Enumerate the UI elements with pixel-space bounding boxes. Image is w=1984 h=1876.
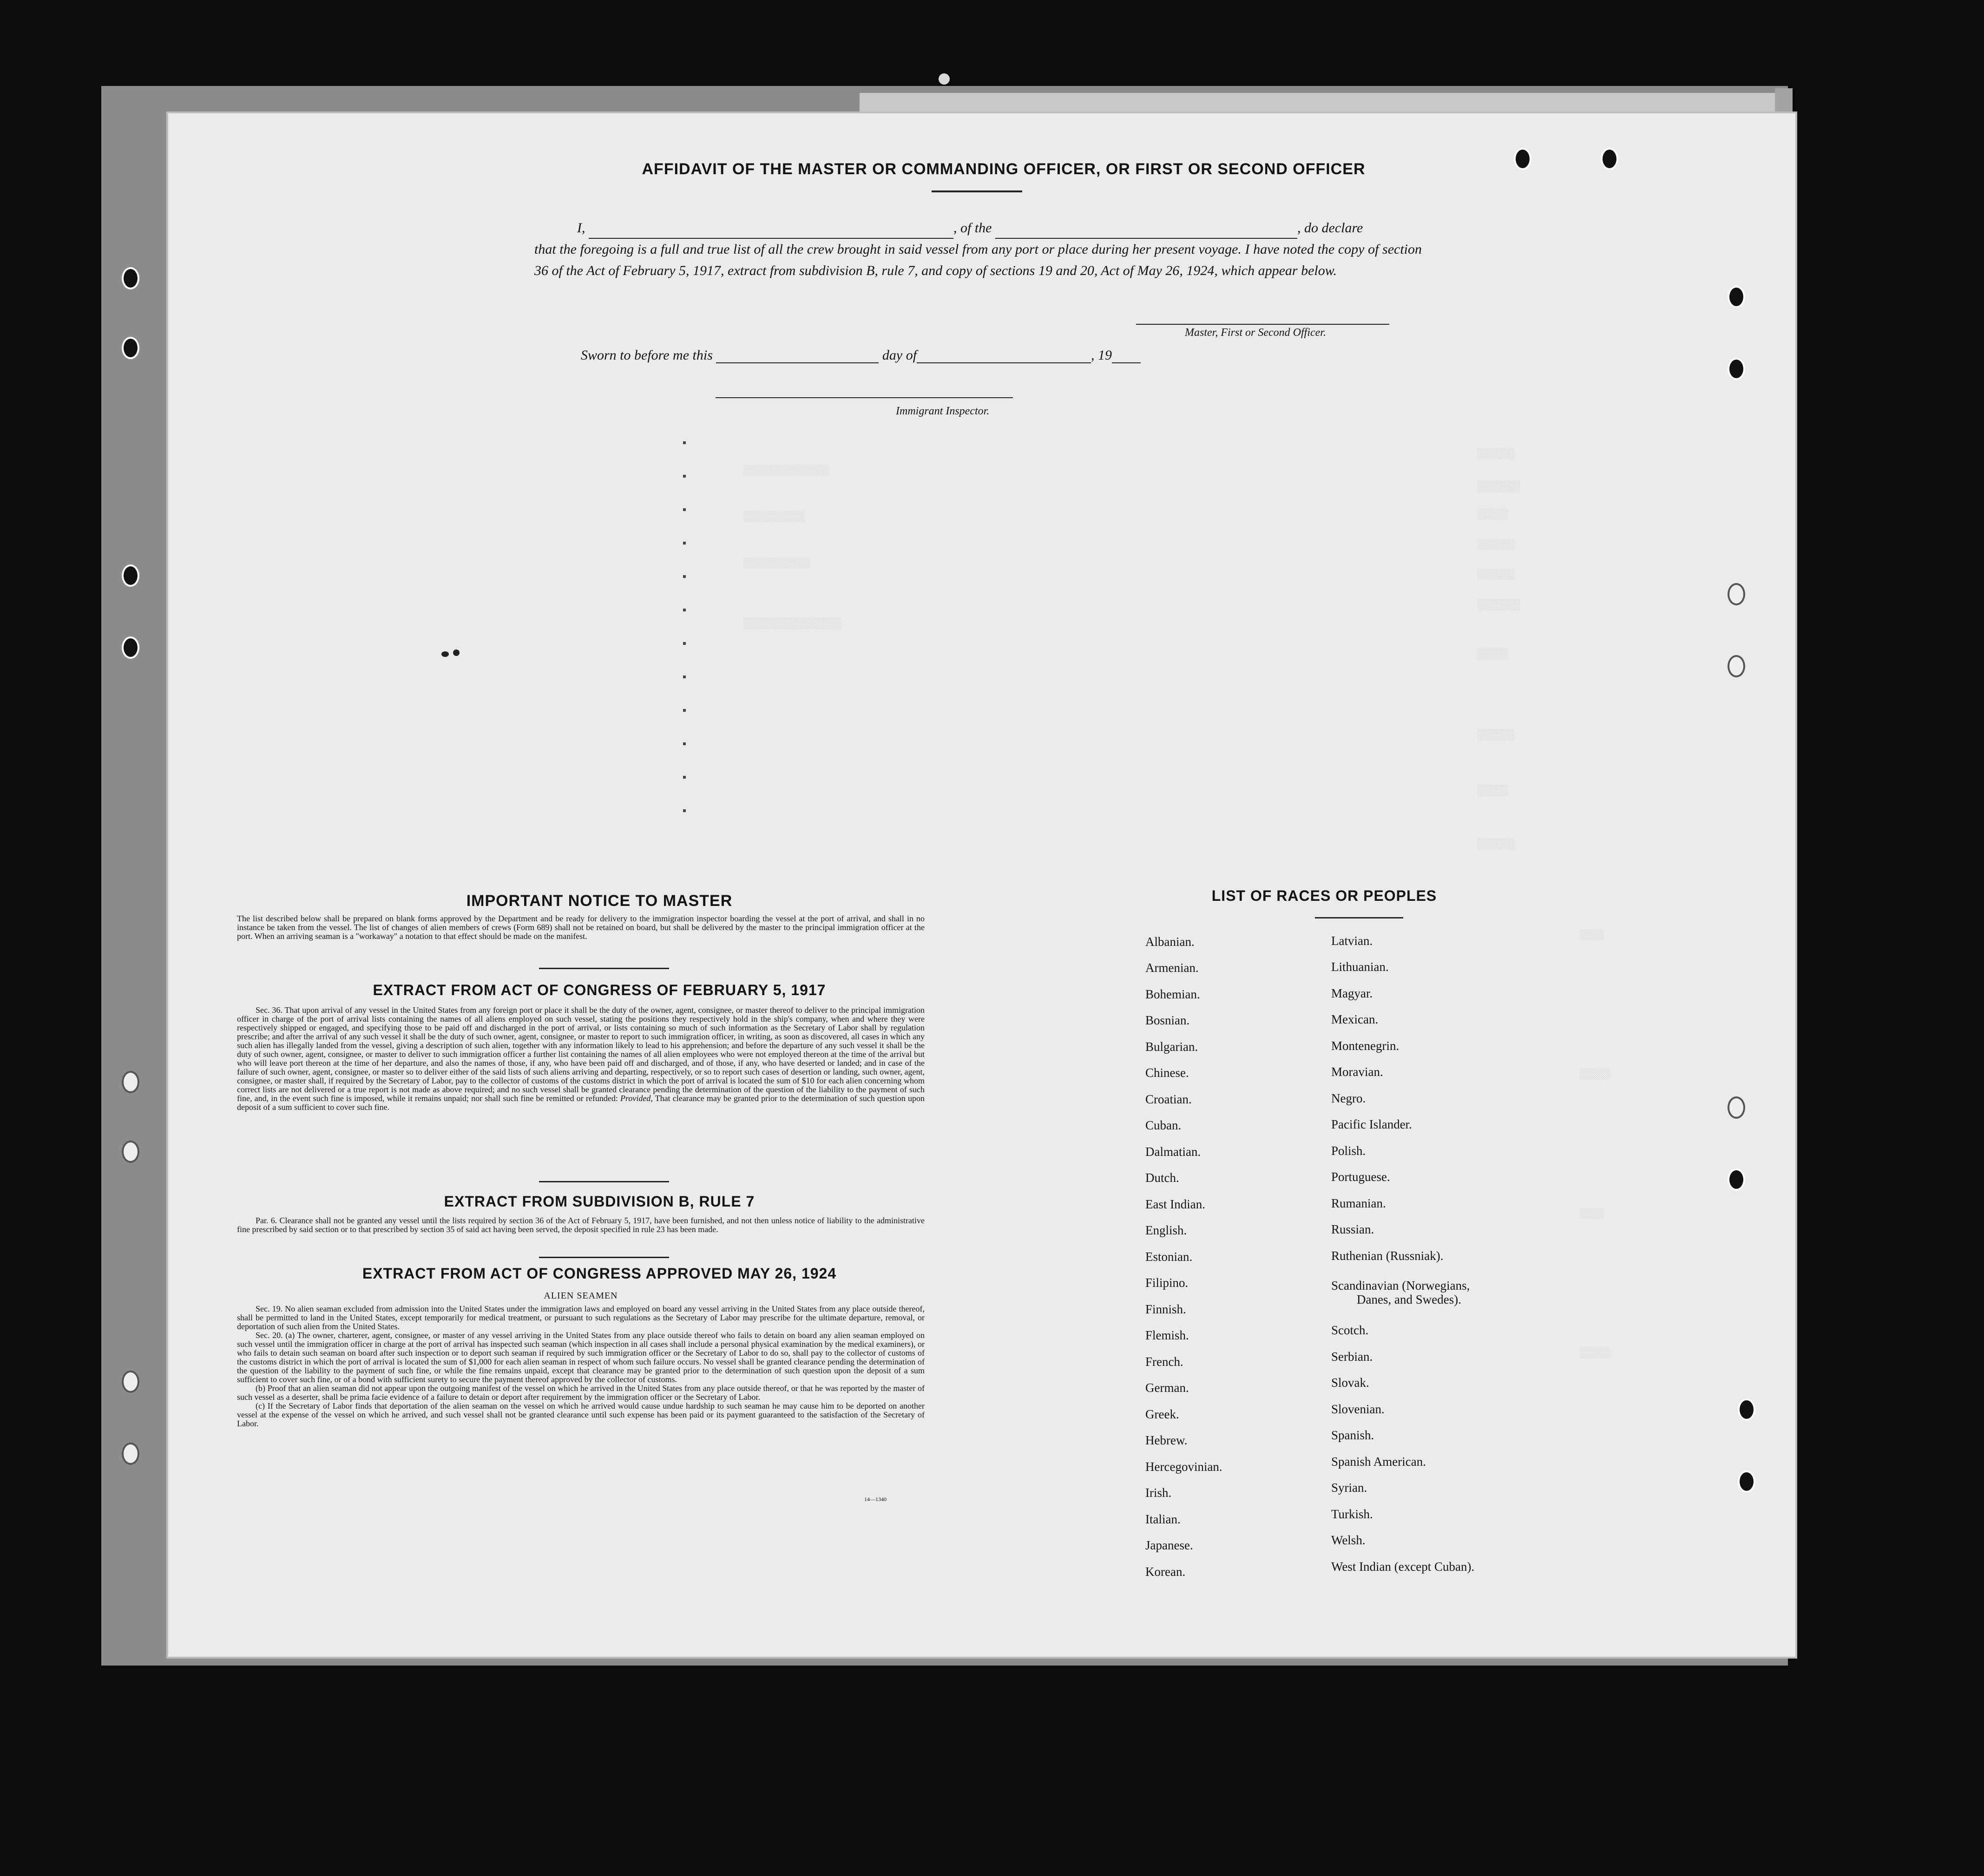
race-item: Italian. — [1145, 1512, 1181, 1526]
paper-fleck — [939, 73, 950, 85]
race-item: West Indian (except Cuban). — [1331, 1560, 1475, 1574]
race-item: Korean. — [1145, 1565, 1186, 1579]
binder-hole — [1514, 148, 1531, 170]
race-item: Dutch. — [1145, 1171, 1179, 1185]
race-item: Magyar. — [1331, 986, 1373, 1000]
inspector-signature-line[interactable] — [716, 397, 1013, 398]
binder-hole — [1738, 1470, 1755, 1493]
race-item: Polish. — [1331, 1144, 1366, 1158]
race-item: Mexican. — [1331, 1012, 1379, 1026]
race-item: Finnish. — [1145, 1302, 1186, 1316]
race-item: Spanish. — [1331, 1428, 1374, 1442]
race-item: Russian. — [1331, 1222, 1374, 1236]
race-item: Albanian. — [1145, 935, 1195, 949]
affidavit-statement: that the foregoing is a full and true list of all the crew brought in said vessel from any port or place during her present voyage. I have noted the copy of section 36 of the Act of February 5, 1917, extract from subdivision B, rule 7, and copy of sections 19 and 20, Act of May 26, 1924, which appear below. — [534, 242, 1422, 278]
name-field[interactable] — [589, 225, 953, 239]
affidavit-body — [534, 217, 1422, 282]
race-item: Hebrew. — [1145, 1433, 1188, 1447]
binder-hole — [1728, 583, 1745, 605]
affidavit-i: I, — [577, 220, 585, 236]
master-signature-caption: Master, First or Second Officer. — [1185, 327, 1326, 339]
notice-title: IMPORTANT NOTICE TO MASTER — [466, 892, 733, 910]
year-label: , 19 — [1091, 348, 1112, 363]
divider — [539, 1181, 669, 1182]
race-item: Scandinavian (Norwegians, — [1331, 1279, 1470, 1292]
extract-rule7-title: EXTRACT FROM SUBDIVISION B, RULE 7 — [444, 1193, 755, 1210]
race-item: Latvian. — [1331, 934, 1373, 948]
ink-spot — [453, 649, 460, 656]
form-number: 14—1340 — [864, 1496, 887, 1502]
day-field[interactable] — [716, 349, 879, 363]
binder-hole — [1728, 655, 1745, 677]
race-item: Slovenian. — [1331, 1402, 1385, 1416]
extract-1924-title: EXTRACT FROM ACT OF CONGRESS APPROVED MAY 26, 1924 — [362, 1265, 837, 1282]
race-item: Turkish. — [1331, 1507, 1373, 1521]
sec20b-text: (b) Proof that an alien seaman did not appear upon the outgoing manifest of the vessel on which he arrived in the United States from any place outside thereof, or that he was reported by the master of such vessel as a deserter, shall be prima facie evidence of a failure to detain or deport after requirement by the immigration officer or the Secretary of Labor. — [237, 1384, 925, 1402]
binder-hole — [122, 267, 139, 289]
binder-hole — [122, 636, 139, 659]
affidavit-title: AFFIDAVIT OF THE MASTER OR COMMANDING OFFICER, OR FIRST OR SECOND OFFICER — [642, 160, 1366, 178]
binder-hole — [122, 1141, 139, 1163]
races-title: LIST OF RACES OR PEOPLES — [1211, 887, 1437, 904]
binder-hole — [1728, 358, 1745, 380]
sec20c-text: (c) If the Secretary of Labor finds that deportation of the alien seaman on the vessel on which he arrived would cause undue hardship to such seaman he may cause him to be deported on another vessel at the expense of the vessel on which he arrived, and such vessel shall not be granted clearance until such expense has been paid or its payment guaranteed to the satisfaction of the Secretary of Labor. — [237, 1401, 925, 1428]
proviso-label: Provided, — [620, 1094, 653, 1103]
race-item: Japanese. — [1145, 1538, 1193, 1552]
race-item: Filipino. — [1145, 1276, 1189, 1290]
of-the-label: , of the — [953, 220, 992, 236]
sec36-text: Sec. 36. That upon arrival of any vessel in the United States from any foreign port or place it shall be the duty of the owner, agent, consignee, or master thereof to deliver to the principal immigration officer in charge of the port of arrival lists containing the names of all aliens employed on such vessel, stating the positions they respectively hold in the ship's company, when and where they were respectively shipped or engaged, and specifying those to be paid off and discharged in the port of arrival, or lists containing so much of such information as the Secretary of Labor shall by regulation prescribe; and after the arrival of any such vessel it shall be the duty of such owner, agent, consignee, or master to report to such immigration officer, in writing, as soon as discovered, all cases in which any such alien has illegally landed from the vessel, giving a description of such alien, together with any information likely to lead to his apprehension; and before the departure of any such vessel it shall be the duty of such owner, agent, consignee, or master to deliver to such immigration officer a further list containing the names of all alien employees who were not employed thereon at the time of the arrival but who will leave port thereon at the time of her departure, and also the names of those, if any, who have been paid off and discharged, and of those, if any, who have deserted or landed; and in case of the failure of such owner, agent, consignee, or master so to deliver either of the said lists of such aliens arriving and departing, respectively, or so to report such cases of desertion or landing, such owner, agent, consignee, or master shall, if required by the Secretary of Labor, pay to the collector of customs of the customs district in which the port of arrival is located the sum of $10 for each alien concerning whom correct lists are not delivered or a true report is not made as above required; and no such vessel shall be granted clearance pending the determination of the question of the liability to the payment of such fine, and, in the event such fine is imposed, while it remains unpaid; nor shall such fine be remitted or refunded: — [237, 1005, 925, 1103]
vessel-field[interactable] — [995, 225, 1297, 239]
binder-hole — [122, 1371, 139, 1393]
race-item: Bulgarian. — [1145, 1040, 1198, 1054]
divider — [539, 968, 669, 969]
race-item: Syrian. — [1331, 1481, 1367, 1495]
master-signature-line[interactable] — [1136, 324, 1389, 325]
race-item: Chinese. — [1145, 1066, 1189, 1080]
race-item: Croatian. — [1145, 1092, 1192, 1106]
race-item: French. — [1145, 1355, 1183, 1369]
binder-hole — [122, 1071, 139, 1093]
divider — [932, 190, 1022, 192]
race-item: Slovak. — [1331, 1376, 1369, 1390]
day-of-label: day of — [882, 348, 917, 363]
race-item: Armenian. — [1145, 961, 1199, 975]
binder-hole — [122, 1443, 139, 1465]
extract-1917-body — [237, 1006, 925, 1112]
race-item: English. — [1145, 1223, 1187, 1237]
race-item: Dalmatian. — [1145, 1145, 1201, 1159]
year-field[interactable] — [1112, 349, 1141, 363]
extract-1917-title: EXTRACT FROM ACT OF CONGRESS OF FEBRUARY 5, 1917 — [373, 982, 826, 998]
race-item: Negro. — [1331, 1091, 1366, 1105]
binder-hole — [122, 337, 139, 359]
race-item: Portuguese. — [1331, 1170, 1390, 1184]
race-item: Danes, and Swedes). — [1357, 1292, 1461, 1306]
race-item: Spanish American. — [1331, 1455, 1426, 1469]
sworn-label: Sworn to before me this — [581, 348, 713, 363]
race-item: East Indian. — [1145, 1197, 1205, 1211]
sec19-text: Sec. 19. No alien seaman excluded from admission into the United States under the immigration laws and employed on board any vessel arriving in the United States from any place outside thereof, shall be permitted to land in the United States, except temporarily for medical treatment, or pursuant to such regulations as the Secretary of Labor may prescribe for the ultimate departure, removal, or deportation of such alien from the United States. — [237, 1304, 925, 1331]
binder-hole — [1738, 1398, 1755, 1421]
race-item: Serbian. — [1331, 1350, 1373, 1364]
race-item: Cuban. — [1145, 1118, 1182, 1132]
race-item: Pacific Islander. — [1331, 1117, 1412, 1131]
month-field[interactable] — [917, 349, 1091, 363]
sec20a-text: Sec. 20. (a) The owner, charterer, agent, consignee, or master of any vessel arriving in the United States from any place outside thereof who fails to detain on board any alien seaman employed on such vessel until the immigration officer in charge at the port of arrival has inspected such seaman (which inspection in all cases shall include a personal physical examination by the medical examiners), or who fails to detain such seaman on board after such inspection or to deport such seaman if required by such immigration officer or the Secretary of Labor to do so, shall pay to the collector of customs of the customs district in which the port of arrival is located the sum of $1,000 for each alien seaman in respect of whom such failure occurs. No vessel shall be granted clearance pending the determination of the question of the liability to the payment of such fine, or while the fine remains unpaid, except that clearance may be granted prior to the determination of such question upon the deposit of a sum sufficient to cover such fine, or of a bond with sufficient surety to secure the payment thereof approved by the collector of customs. — [237, 1331, 925, 1384]
extract-1924-body — [237, 1305, 925, 1428]
divider — [539, 1257, 669, 1258]
race-item: Bohemian. — [1145, 987, 1200, 1001]
binder-hole — [1601, 148, 1618, 170]
alien-seamen-heading: ALIEN SEAMEN — [544, 1291, 618, 1301]
do-declare-label: , do declare — [1297, 220, 1363, 236]
race-item: Flemish. — [1145, 1328, 1189, 1342]
notice-body: The list described below shall be prepared on blank forms approved by the Department and be ready for delivery to the immigration inspector boarding the vessel at the port of arrival, and shall in no instance be taken from the vessel. The list of changes of alien members of crews (Form 689) shall not be retained on board, but shall be delivered by the master to the principal immigration officer at the port. When an arriving seaman is a "workaway" a notation to that effect should be made on the manifest. — [237, 914, 925, 941]
dot-leader-column — [683, 441, 692, 843]
race-item: Rumanian. — [1331, 1196, 1386, 1210]
race-item: Greek. — [1145, 1407, 1179, 1421]
binder-hole — [1728, 1168, 1745, 1191]
race-item: Ruthenian (Russniak). — [1331, 1249, 1444, 1263]
binder-hole — [1728, 286, 1745, 308]
race-item: Welsh. — [1331, 1533, 1366, 1547]
binder-hole — [1728, 1096, 1745, 1119]
binder-hole — [122, 564, 139, 587]
race-item: Moravian. — [1331, 1065, 1383, 1079]
ink-spot — [441, 651, 449, 657]
race-item: Irish. — [1145, 1486, 1172, 1500]
proviso-text: That clearance may be granted prior to the determination of such question upon deposit of a sum sufficient to cover such fine. — [237, 1094, 925, 1112]
race-item: Lithuanian. — [1331, 960, 1389, 974]
inspector-caption: Immigrant Inspector. — [896, 405, 990, 417]
extract-rule7-body — [237, 1216, 925, 1234]
race-item: Estonian. — [1145, 1250, 1193, 1264]
race-item: Montenegrin. — [1331, 1039, 1399, 1053]
race-item: Scotch. — [1331, 1323, 1369, 1337]
race-item: Hercegovinian. — [1145, 1460, 1222, 1474]
par6-text: Par. 6. Clearance shall not be granted any vessel until the lists required by section 36 of the Act of February 5, 1917, have been furnished, and not then unless notice of liability to the administrative fine prescribed by said section or to that prescribed by section 35 of said act having been served, the deposit specified in rule 23 has been made. — [237, 1216, 925, 1234]
sworn-line — [581, 348, 1141, 363]
race-item: German. — [1145, 1381, 1189, 1395]
race-item: Bosnian. — [1145, 1013, 1190, 1027]
divider — [1315, 917, 1403, 918]
